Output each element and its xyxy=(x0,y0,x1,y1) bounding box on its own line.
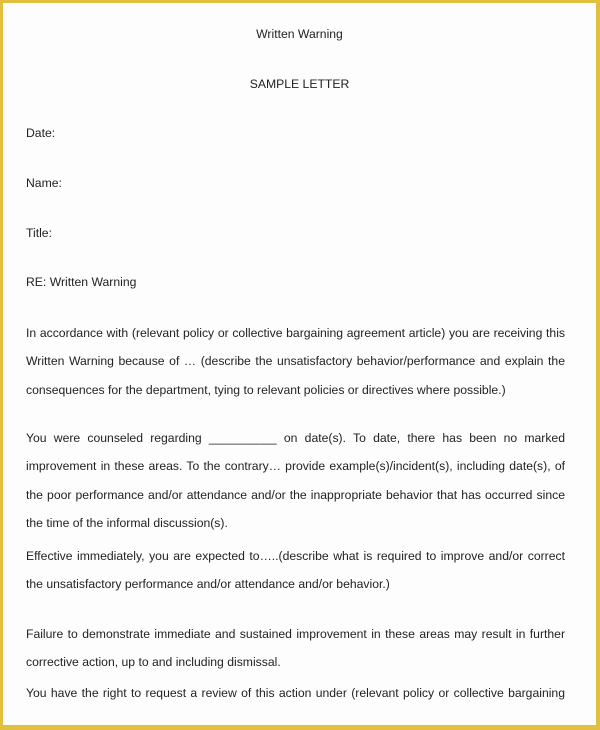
paragraph-counseling xyxy=(26,424,565,537)
paragraph-line: You were counseled regarding __________ on date(s). To date, there has been no marked xyxy=(26,431,565,445)
paragraph-line: You have the right to request a review of this action under (relevant policy or collective bargaining xyxy=(26,686,565,700)
letter-page xyxy=(3,3,596,725)
paragraph-policy xyxy=(26,319,565,404)
paragraph-line: Failure to demonstrate immediate and sustained improvement in these areas may result in further xyxy=(26,627,565,641)
paragraph-line: the poor performance and/or attendance and/or the inappropriate behavior that has occurred since xyxy=(26,487,565,502)
paragraph-line: the time of the informal discussion(s). xyxy=(26,515,228,530)
name-field-label: Name: xyxy=(26,176,62,190)
paragraph-expectations xyxy=(26,542,565,599)
title-field-label: Title: xyxy=(26,226,52,240)
paragraph-consequences xyxy=(26,620,565,677)
paragraph-line: In accordance with (relevant policy or collective bargaining agreement article) you are receiving this xyxy=(26,326,565,340)
document-subtitle: SAMPLE LETTER xyxy=(249,77,350,91)
date-field-label: Date: xyxy=(26,126,56,140)
paragraph-line: corrective action, up to and including dismissal. xyxy=(26,655,281,670)
document-title: Written Warning xyxy=(256,27,343,41)
paragraph-line: improvement in these areas. To the contrary… provide example(s)/incident(s), including date(s), of xyxy=(26,459,565,474)
paragraph-line: consequences for the department, tying to relevant policies or directives where possible.) xyxy=(26,382,506,397)
paragraph-line: the unsatisfactory performance and/or attendance and/or behavior.) xyxy=(26,577,390,592)
paragraph-line: Effective immediately, you are expected to…..(describe what is required to improve and/or correct xyxy=(26,549,565,563)
re-line: RE: Written Warning xyxy=(26,275,137,289)
paragraph-line: Written Warning because of … (describe the unsatisfactory behavior/performance and explain the xyxy=(26,354,565,369)
paragraph-review-rights xyxy=(26,679,565,707)
